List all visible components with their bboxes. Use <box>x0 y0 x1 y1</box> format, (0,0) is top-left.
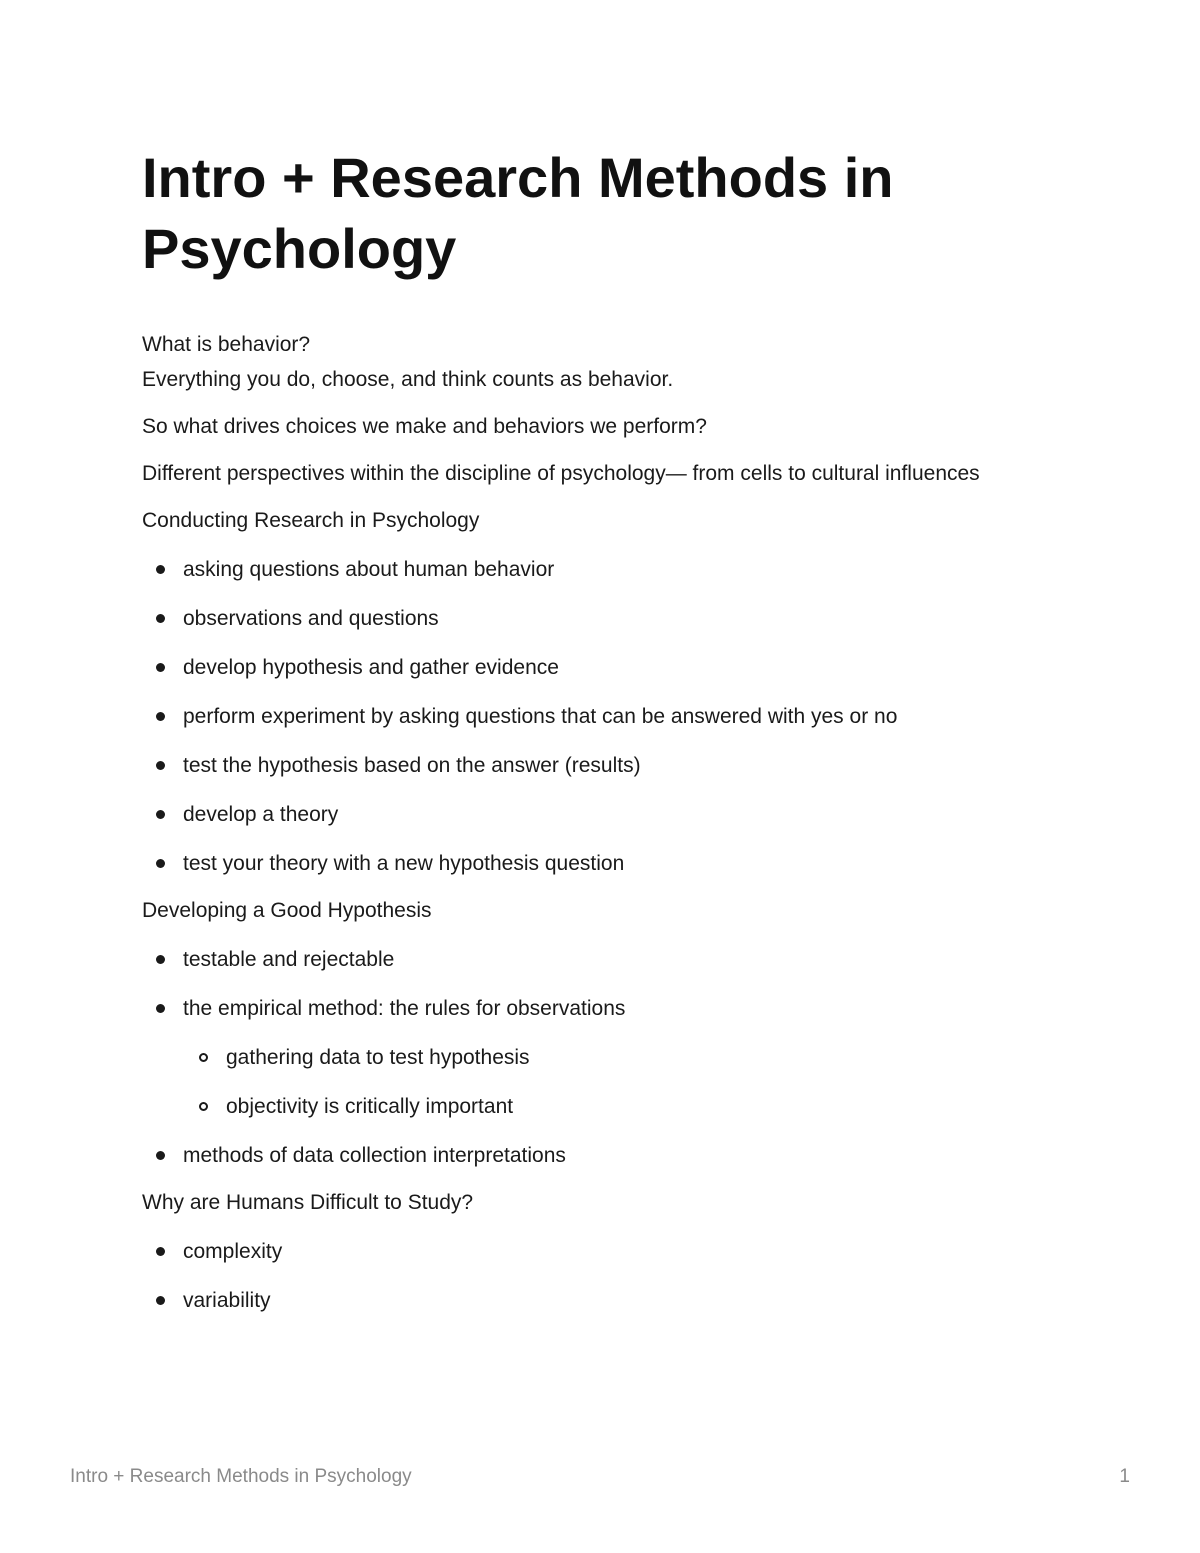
section-heading-humans-difficult: Why are Humans Difficult to Study? <box>142 1191 474 1214</box>
sub-list-item <box>183 1089 1042 1124</box>
paragraph-drives: So what drives choices we make and behaviors we perform? <box>142 415 707 438</box>
bullet-icon <box>156 565 165 574</box>
bullet-icon <box>156 1004 165 1013</box>
bullet-icon <box>156 712 165 721</box>
list-item <box>142 942 1042 977</box>
bullet-icon <box>156 810 165 819</box>
sub-list-item-text: gathering data to test hypothesis <box>226 1046 530 1069</box>
list-item <box>142 650 1042 685</box>
list-item <box>142 1283 1042 1318</box>
list-item-text: test the hypothesis based on the answer (results) <box>183 754 641 777</box>
section-heading-conducting-research: Conducting Research in Psychology <box>142 509 480 532</box>
list-item <box>142 846 1042 881</box>
list-item <box>142 699 1042 734</box>
bullet-icon <box>156 955 165 964</box>
bullet-icon <box>156 663 165 672</box>
list-item <box>142 552 1042 587</box>
list-item <box>142 748 1042 783</box>
footer-title: Intro + Research Methods in Psychology <box>70 1466 412 1487</box>
bullet-icon <box>156 859 165 868</box>
list-item-text: the empirical method: the rules for observations <box>183 997 626 1020</box>
conducting-research-list <box>142 552 1042 881</box>
page-number: 1 <box>1119 1466 1130 1487</box>
list-item-text: perform experiment by asking questions that can be answered with yes or no <box>183 705 898 728</box>
list-item-text: asking questions about human behavior <box>183 558 555 581</box>
list-item-text: develop a theory <box>183 803 339 826</box>
list-item <box>142 797 1042 832</box>
list-item-text: methods of data collection interpretations <box>183 1144 566 1167</box>
list-item <box>142 601 1042 636</box>
bullet-icon <box>156 1151 165 1160</box>
section-heading-good-hypothesis: Developing a Good Hypothesis <box>142 899 432 922</box>
humans-difficult-list <box>142 1234 1042 1318</box>
list-item-text: test your theory with a new hypothesis question <box>183 852 625 875</box>
good-hypothesis-list <box>142 942 1042 1173</box>
paragraph-answer: Everything you do, choose, and think counts as behavior. <box>142 368 674 391</box>
list-item-text: complexity <box>183 1240 283 1263</box>
bullet-icon <box>156 1247 165 1256</box>
document-body <box>142 327 1042 1318</box>
list-item <box>142 1234 1042 1269</box>
sub-list-item <box>183 1040 1042 1075</box>
paragraph-perspectives: Different perspectives within the discipline of psychology— from cells to cultural influences <box>142 462 980 485</box>
list-item-text: variability <box>183 1289 271 1312</box>
bullet-icon <box>156 1296 165 1305</box>
empirical-method-sublist <box>183 1040 1042 1124</box>
hollow-bullet-icon <box>199 1102 208 1111</box>
list-item <box>142 1138 1042 1173</box>
sub-list-item-text: objectivity is critically important <box>226 1095 514 1118</box>
list-item <box>142 991 1042 1124</box>
bullet-icon <box>156 761 165 770</box>
paragraph-question: What is behavior? <box>142 333 311 356</box>
list-item-text: develop hypothesis and gather evidence <box>183 656 559 679</box>
hollow-bullet-icon <box>199 1053 208 1062</box>
page-title: Intro + Research Methods in Psychology <box>142 146 894 280</box>
list-item-text: testable and rejectable <box>183 948 395 971</box>
bullet-icon <box>156 614 165 623</box>
list-item-text: observations and questions <box>183 607 439 630</box>
